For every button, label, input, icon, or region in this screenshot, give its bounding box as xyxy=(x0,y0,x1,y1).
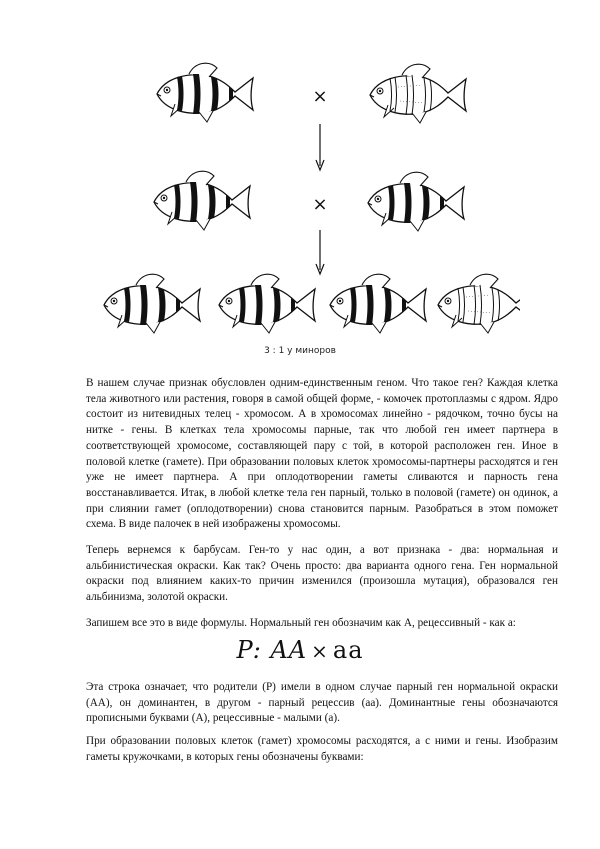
fish-f2-albino xyxy=(438,274,520,333)
cross-symbol: × xyxy=(312,86,328,107)
barbus-cross-diagram xyxy=(80,62,520,347)
fish-albino-parent xyxy=(370,64,466,123)
cross-symbol: × xyxy=(312,194,328,215)
paragraph-genes: В нашем случае признак обусловлен одним-единственным геном. Что такое ген? Каждая клетка тела животного или растения, говоря в самой общей форме, - комочек протоплазмы с ядром. Ядро состоит из нитевидных телец - хромосом. А в хромосомах линейно - рядочком, точно бусы на нитке - гены. В клетках тела хромосомы парные, так что любой ген имеет партнера в соответствующей хромосоме, составляющей пару с той, в которой расположен ген. Иное в половой клетке (гамете). При образовании половых клеток хромосомы-партнеры расходятся и ген уже не имеет партнера. А при оплодотворении гаметы сливаются и парность гена восстанавливается. Итак, в любой клетке тела ген парный, только в половой (гамете) он одинок, а при слиянии гамет (оплодотворении) снова становится парным. Разобраться в этом поможет схема. В виде палочек в ней изображены хромосомы. xyxy=(86,377,558,531)
formula-recessive: aa xyxy=(332,636,364,664)
fish-f2-3 xyxy=(330,274,426,333)
paragraph-formula-meaning: Эта строка означает, что родители (Р) имели в одном случае парный ген нормальной окраски (АА), он доминантен, в другом - парный рецессив (аа). Доминантные гены обозначаются прописными буквами (А), рецессивные - малыми (а). xyxy=(86,681,558,725)
fish-normal-parent xyxy=(157,63,253,122)
formula-cross: × xyxy=(311,639,329,663)
arrow-down-icon xyxy=(316,230,324,274)
paragraph-barbus: Теперь вернемся к барбусам. Ген-то у нас один, а вот признака - два: нормальная и альбинистическая окраски. Как так? Очень просто: два варианта одного гена. Ген нормальной окраски под влиянием каких-то причин изменился (произошла мутация), образовался ген альбинизма, золотой окраски. xyxy=(86,544,558,604)
fish-f1-left xyxy=(154,171,250,230)
genetic-formula xyxy=(0,636,600,664)
fish-f2-1 xyxy=(104,274,200,333)
arrow-down-icon xyxy=(316,124,324,170)
fish-f2-2 xyxy=(219,274,315,333)
formula-parents: P: AA xyxy=(236,636,308,664)
paragraph-gametes: При образовании половых клеток (гамет) хромосомы расходятся, а с ними и гены. Изобразим гаметы кружочками, в которых гены обозначены буквами: xyxy=(86,735,558,763)
fish-f1-right xyxy=(368,172,464,231)
paragraph-formula-intro: Запишем все это в виде формулы. Нормальный ген обозначим как А, рецессивный - как а: xyxy=(86,617,516,629)
figure-caption: 3 : 1 у миноров xyxy=(264,346,336,356)
